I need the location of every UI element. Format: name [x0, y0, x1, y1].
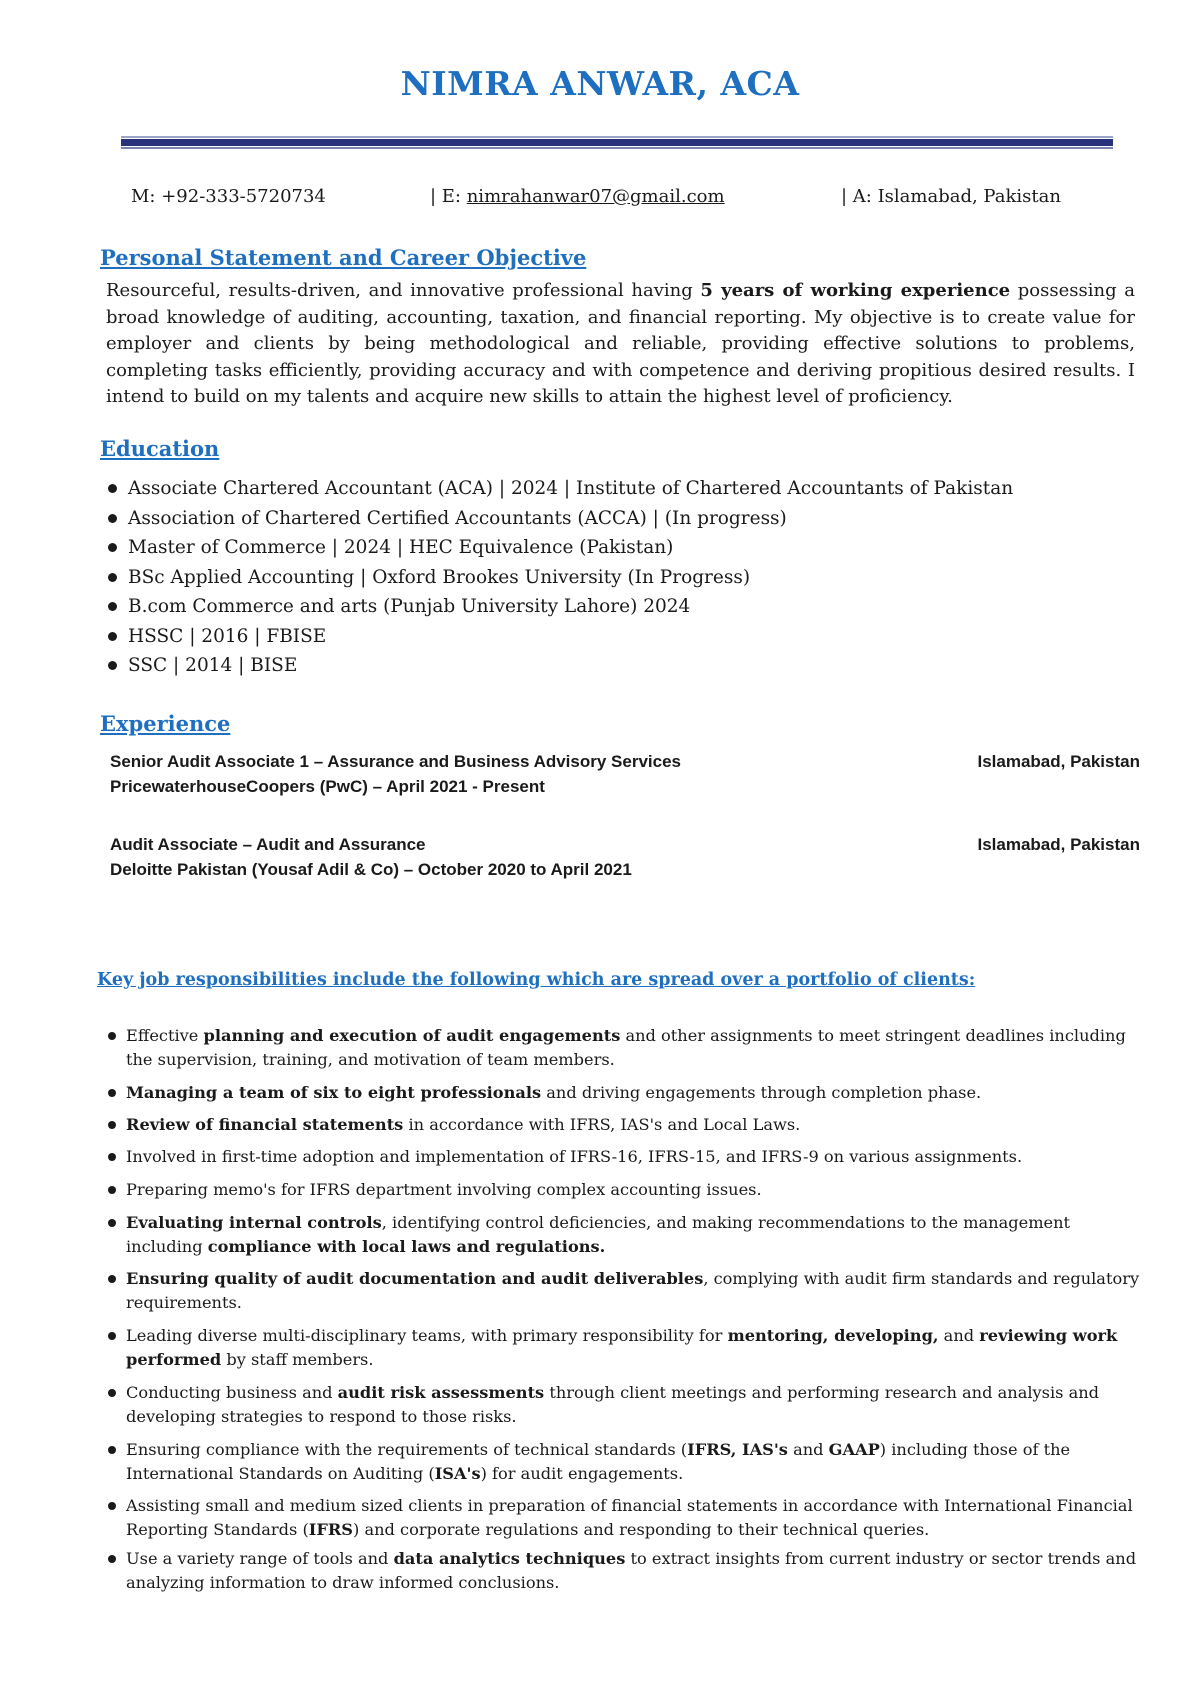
responsibility-text [126, 1024, 1146, 1071]
responsibility-text [126, 1113, 1146, 1137]
contact-address: | A: Islamabad, Pakistan [841, 186, 1061, 207]
responsibility-item [106, 1178, 1146, 1202]
candidate-name: NIMRA ANWAR, ACA [400, 64, 800, 103]
bullet-icon [108, 484, 117, 493]
body-text: and driving engagements through completion phase. [541, 1083, 982, 1102]
emphasis-text: mentoring, developing, [727, 1326, 939, 1345]
bullet-icon [108, 1555, 116, 1563]
statement-text-end: possessing a broad knowledge of auditing, accounting, taxation, and financial reporting. My objective is to create value for employer and clients by being methodological and reliable, providing effective solutions to problems, completing tasks efficiently, providing accuracy and with competence and deriving propitious desired results. I intend to build on my talents and acquire new skills to attain the highest level of proficiency. [106, 280, 1135, 407]
responsibility-item [106, 1547, 1146, 1594]
job-company: Deloitte Pakistan (Yousaf Adil & Co) – October 2020 to April 2021 [110, 859, 632, 879]
responsibility-item [106, 1381, 1146, 1428]
education-item-text: HSSC | 2016 | FBISE [128, 625, 327, 647]
emphasis-text: Evaluating internal controls [126, 1213, 382, 1232]
email-link[interactable]: nimrahanwar07@gmail.com [466, 186, 725, 207]
statement-text-start: Resourceful, results-driven, and innovative professional having [106, 280, 701, 301]
education-list [106, 474, 1013, 681]
education-item [106, 563, 1013, 593]
education-item-text: Association of Chartered Certified Accountants (ACCA) | (In progress) [128, 507, 787, 529]
emphasis-text: reviewing work performed [126, 1326, 1118, 1369]
header-divider-top [121, 136, 1113, 138]
education-item [106, 533, 1013, 563]
bullet-icon [108, 632, 117, 641]
responsibility-item [106, 1113, 1146, 1137]
emphasis-text: ISA's [434, 1463, 481, 1483]
responsibility-text [126, 1267, 1146, 1314]
education-heading: Education [100, 436, 220, 461]
header-divider-bottom [121, 147, 1113, 149]
education-item [106, 622, 1013, 652]
responsibility-item [106, 1324, 1146, 1371]
job-location: Islamabad, Pakistan [977, 751, 1140, 771]
responsibility-text [126, 1494, 1146, 1541]
bullet-icon [108, 514, 117, 523]
body-text: Use a variety range of tools and [126, 1549, 394, 1568]
bullet-icon [108, 1275, 116, 1283]
education-item-text: SSC | 2014 | BISE [128, 655, 298, 677]
bullet-icon [108, 543, 117, 552]
bullet-icon [108, 661, 117, 670]
bullet-icon [108, 573, 117, 582]
responsibility-text [126, 1211, 1146, 1258]
bullet-icon [108, 1446, 116, 1454]
education-item [106, 651, 1013, 681]
emphasis-text: Managing a team of six to eight professionals [126, 1083, 542, 1102]
contact-email-prefix: | E: [430, 186, 467, 207]
body-text: to extract insights from current industry or sector trends and analyzing information to draw informed conclusions. [126, 1549, 1137, 1592]
body-text: Leading diverse multi-disciplinary teams, with primary responsibility for [126, 1326, 728, 1345]
body-text: ) for audit engagements. [480, 1463, 684, 1483]
job-company: PricewaterhouseCoopers (PwC) – April 2021 - Present [110, 776, 545, 796]
body-text: ) including those of the International Standards on Auditing ( [126, 1440, 1071, 1483]
statement-highlight: 5 years of working experience [700, 280, 1011, 301]
job-role: Audit Associate – Audit and Assurance [110, 834, 426, 854]
statement-text [106, 278, 1135, 411]
bullet-icon [108, 1153, 116, 1161]
body-text: Conducting business and [126, 1383, 338, 1402]
responsibility-item [106, 1081, 1146, 1105]
responsibility-text [126, 1145, 1146, 1169]
body-text: Preparing memo's for IFRS department involving complex accounting issues. [126, 1180, 762, 1199]
responsibility-text [126, 1178, 1146, 1202]
emphasis-text: audit risk assessments [337, 1383, 545, 1402]
emphasis-text: IFRS, IAS's [687, 1440, 788, 1459]
responsibility-text [126, 1438, 1146, 1485]
responsibilities-heading: Key job responsibilities include the following which are spread over a portfolio of clients: [97, 970, 976, 990]
responsibility-item [106, 1438, 1146, 1485]
emphasis-text: planning and execution of audit engagements [203, 1026, 621, 1045]
emphasis-text: data analytics techniques [393, 1549, 626, 1568]
education-item-text: Master of Commerce | 2024 | HEC Equivalence (Pakistan) [128, 537, 674, 559]
bullet-icon [108, 1186, 116, 1194]
responsibility-item [106, 1024, 1146, 1071]
body-text: Ensuring compliance with the requirements of technical standards ( [126, 1440, 688, 1459]
emphasis-text: GAAP [828, 1440, 880, 1459]
education-item [106, 592, 1013, 622]
education-item-text: Associate Chartered Accountant (ACA) | 2024 | Institute of Chartered Accountants of Pakistan [128, 478, 1014, 500]
body-text: and [938, 1326, 980, 1345]
bullet-icon [108, 1089, 116, 1097]
bullet-icon [108, 1032, 116, 1040]
body-text: and [787, 1440, 829, 1459]
bullet-icon [108, 1502, 116, 1510]
responsibility-item [106, 1494, 1146, 1541]
responsibility-item [106, 1145, 1146, 1169]
contact-mobile: M: +92-333-5720734 [131, 186, 326, 207]
bullet-icon [108, 1389, 116, 1397]
education-item [106, 504, 1013, 534]
header-divider [121, 139, 1113, 146]
job-entry-deloitte [110, 832, 1140, 882]
job-entry-pwc [110, 749, 1140, 799]
bullet-icon [108, 1121, 116, 1129]
body-text: ) and corporate regulations and responding to their technical queries. [353, 1519, 930, 1539]
education-item-text: BSc Applied Accounting | Oxford Brookes University (In Progress) [128, 566, 751, 588]
responsibility-text [126, 1381, 1146, 1428]
body-text: , identifying control deficiencies, and making recommendations to the management including [126, 1213, 1071, 1256]
body-text: by staff members. [221, 1349, 374, 1369]
responsibility-text [126, 1324, 1146, 1371]
responsibility-text [126, 1081, 1146, 1105]
responsibility-item [106, 1267, 1146, 1314]
responsibility-text [126, 1547, 1146, 1594]
body-text: Assisting small and medium sized clients in preparation of financial statements in accordance with International Financial Reporting Standards ( [126, 1496, 1133, 1539]
emphasis-text: IFRS [308, 1519, 353, 1539]
body-text: through client meetings and performing research and analysis and developing strategies to respond to those risks. [126, 1383, 1100, 1426]
emphasis-text: Ensuring quality of audit documentation and audit deliverables [126, 1269, 704, 1288]
experience-heading: Experience [100, 711, 231, 736]
body-text: , complying with audit firm standards and regulatory requirements. [126, 1269, 1140, 1312]
responsibility-item [106, 1211, 1146, 1258]
statement-heading: Personal Statement and Career Objective [100, 245, 587, 270]
bullet-icon [108, 1332, 116, 1340]
bullet-icon [108, 602, 117, 611]
education-item-text: B.com Commerce and arts (Punjab University Lahore) 2024 [128, 596, 691, 618]
body-text: and other assignments to meet stringent deadlines including the supervision, training, and motivation of team members. [126, 1026, 1126, 1069]
education-item [106, 474, 1013, 504]
job-role: Senior Audit Associate 1 – Assurance and Business Advisory Services [110, 751, 681, 771]
contact-email [430, 186, 725, 207]
body-text: Involved in first-time adoption and implementation of IFRS-16, IFRS-15, and IFRS-9 on various assignments. [126, 1147, 1023, 1166]
emphasis-text: Review of financial statements [126, 1115, 404, 1134]
job-location: Islamabad, Pakistan [977, 834, 1140, 854]
body-text: in accordance with IFRS, IAS's and Local Laws. [403, 1115, 801, 1134]
body-text: Effective [126, 1026, 204, 1045]
bullet-icon [108, 1219, 116, 1227]
emphasis-text: compliance with local laws and regulations. [207, 1236, 606, 1256]
